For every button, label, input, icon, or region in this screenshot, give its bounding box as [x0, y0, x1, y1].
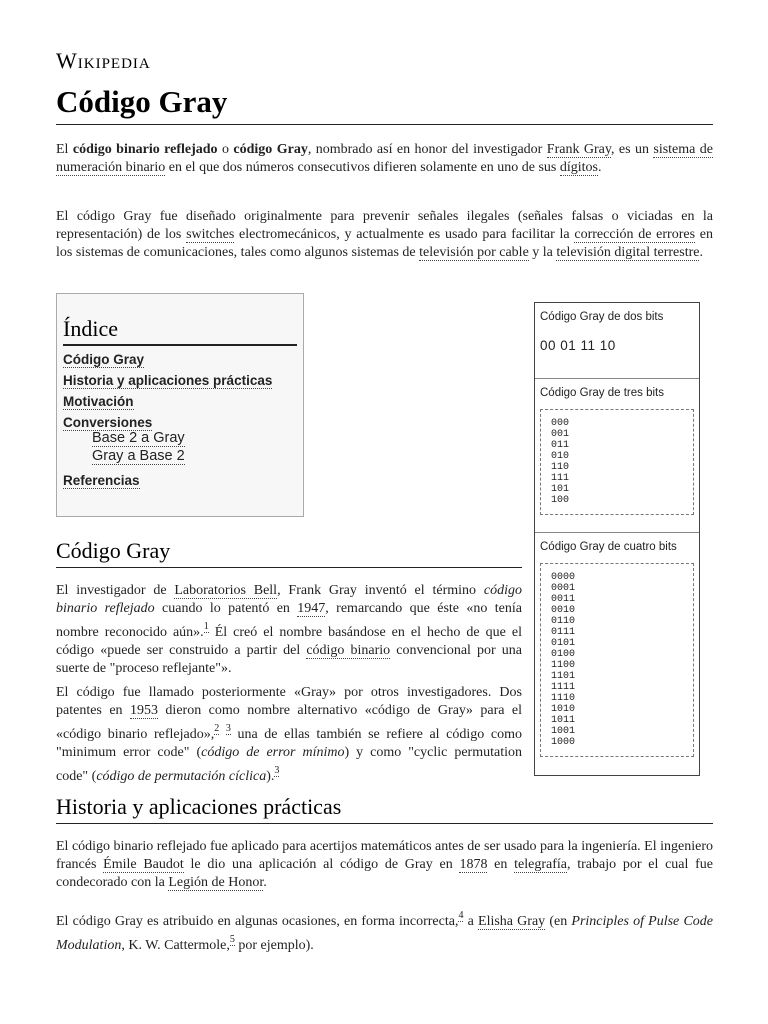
sidebar-two-bits-value: 00 01 11 10	[540, 338, 616, 353]
text: , es un	[610, 142, 654, 157]
section1-paragraph-2	[56, 684, 522, 786]
text: El código Gray es atribuido en algunas ocasiones, en forma incorrecta,	[56, 914, 459, 929]
sidebar-four-bits	[535, 533, 699, 757]
text: dieron como nombre alternativo «código de Gray» para el «código binario reflejado»,	[56, 703, 522, 742]
reference-2[interactable]: 2	[214, 723, 220, 734]
toc-item-label: Código Gray	[63, 352, 145, 367]
sidebar-two-bits	[535, 303, 699, 379]
italic-term: código de error mínimo	[201, 745, 345, 760]
reference-3[interactable]: 3	[225, 723, 231, 734]
toc-title: Índice	[63, 316, 297, 346]
italic-term: código binario reflejado	[56, 583, 522, 616]
italic-title: Principles of Pulse Code Modulation	[56, 914, 713, 953]
text: cuando lo patentó en	[154, 601, 298, 616]
section1-paragraph-1	[56, 582, 522, 678]
italic-term: código de permutación cíclica	[96, 769, 267, 784]
text: en el que dos números consecutivos difieren solamente en uno de sus	[165, 160, 560, 175]
toc-item-label: Referencias	[63, 473, 140, 488]
text: .	[598, 160, 602, 175]
link-1878[interactable]: 1878	[459, 857, 488, 872]
section-heading-codigo-gray: Código Gray	[56, 538, 522, 568]
toc-item-conversiones[interactable]	[63, 415, 297, 430]
text: Él creó el nombre basándose en el hecho de que el código «puede ser construido a partir del	[56, 625, 522, 658]
link-laboratorios-bell[interactable]: Laboratorios Bell	[174, 583, 278, 598]
toc-item-label: Historia y aplicaciones prácticas	[63, 373, 273, 388]
link-switches[interactable]: switches	[186, 227, 235, 242]
text: El código fue llamado posteriormente «Gray» por otros investigadores. Dos patentes en	[56, 685, 522, 718]
text: una de ellas también se refiere al código como "minimum error code" (	[56, 727, 522, 760]
text: o	[217, 142, 234, 157]
link-sistema-binario[interactable]: sistema de numeración binario	[56, 142, 714, 175]
toc-item-label: Conversiones	[63, 415, 153, 430]
link-telegrafia[interactable]: telegrafía	[514, 857, 567, 872]
toc-item-label: Base 2 a Gray	[92, 430, 185, 446]
section2-paragraph-2	[56, 907, 713, 955]
text: a	[463, 914, 479, 929]
text: le dio una aplicación al código de Gray en	[183, 857, 460, 872]
text: , nombrado así en honor del investigador	[307, 142, 547, 157]
toc-item-label: Gray a Base 2	[92, 448, 185, 464]
sidebar-four-bits-title: Código Gray de cuatro bits	[540, 541, 677, 553]
intro-paragraph-2	[56, 208, 713, 262]
bold-term: código Gray	[233, 142, 308, 157]
text: ) y como "cyclic permutation code" (	[56, 745, 522, 784]
reference-5[interactable]: 5	[229, 934, 235, 945]
text: ).	[266, 769, 275, 784]
wikipedia-logo[interactable]: Wikipedia	[56, 48, 151, 73]
text: , trabajo por el cual fue condecorado con la	[56, 857, 713, 890]
gray-code-sidebar	[534, 302, 700, 776]
bold-term: código binario reflejado	[72, 142, 218, 157]
text: (en	[545, 914, 572, 929]
link-frank-gray[interactable]: Frank Gray	[546, 142, 611, 157]
section2-paragraph-1	[56, 838, 713, 892]
text: convencional por una suerte de "proceso reflejante"».	[56, 643, 523, 676]
link-codigo-binario[interactable]: código binario	[306, 643, 391, 658]
three-bits-code-list: 000 001 011 010 110 111 101 100	[540, 409, 694, 515]
toc-item-codigo-gray[interactable]	[63, 352, 297, 367]
toc-subitem-gray-base2[interactable]	[92, 448, 297, 464]
four-bits-code-list: 0000 0001 0011 0010 0110 0111 0101 0100 1100 1101 1111 1110 1010 1011 1001 1000	[540, 563, 694, 757]
text: en	[487, 857, 515, 872]
text: El investigador de	[56, 583, 175, 598]
link-television-digital[interactable]: televisión digital terrestre	[556, 245, 700, 260]
link-1947[interactable]: 1947	[297, 601, 326, 616]
table-of-contents	[56, 293, 304, 517]
text: El	[56, 142, 73, 157]
text: El código binario reflejado fue aplicado para acertijos matemáticos antes de ser usado para la ingeniería. El ingeniero francés	[56, 839, 713, 872]
text: y la	[528, 245, 557, 260]
reference-1[interactable]: 1	[203, 621, 209, 632]
toc-item-historia[interactable]	[63, 373, 297, 388]
text: .	[263, 875, 267, 890]
text: en los sistemas de comunicaciones, tales como algunos sistemas de	[56, 227, 714, 260]
link-correccion-errores[interactable]: corrección de errores	[574, 227, 696, 242]
sidebar-two-bits-title: Código Gray de dos bits	[540, 311, 664, 323]
sidebar-three-bits-title: Código Gray de tres bits	[540, 387, 665, 399]
text: , remarcando que éste «no tenía nombre reconocido aún».	[56, 601, 522, 640]
text: electromecánicos, y actualmente es usado para facilitar la	[234, 227, 575, 242]
text: .	[699, 245, 703, 260]
link-legion-honor[interactable]: Legión de Honor	[168, 875, 264, 890]
reference-4[interactable]: 4	[458, 910, 464, 921]
toc-item-motivacion[interactable]	[63, 394, 297, 409]
reference-3b[interactable]: 3	[274, 765, 280, 776]
link-1953[interactable]: 1953	[129, 703, 158, 718]
page-title: Código Gray	[56, 84, 713, 125]
section-heading-historia: Historia y aplicaciones prácticas	[56, 794, 713, 824]
toc-item-referencias[interactable]	[63, 473, 297, 488]
link-television-cable[interactable]: televisión por cable	[419, 245, 529, 260]
toc-subitem-base2-gray[interactable]	[92, 430, 297, 446]
text: , K. W. Cattermole,	[121, 938, 230, 953]
text: El código Gray fue diseñado originalmente para prevenir señales ilegales (señales falsas o viciadas en la representación) de los	[56, 209, 713, 242]
toc-item-label: Motivación	[63, 394, 134, 409]
intro-paragraph-1	[56, 141, 713, 177]
link-emile-baudot[interactable]: Émile Baudot	[103, 857, 184, 872]
link-elisha-gray[interactable]: Elisha Gray	[478, 914, 546, 929]
sidebar-three-bits	[535, 379, 699, 533]
link-digitos[interactable]: dígitos	[559, 160, 598, 175]
text: , Frank Gray inventó el término	[277, 583, 484, 598]
text: por ejemplo).	[234, 938, 314, 953]
